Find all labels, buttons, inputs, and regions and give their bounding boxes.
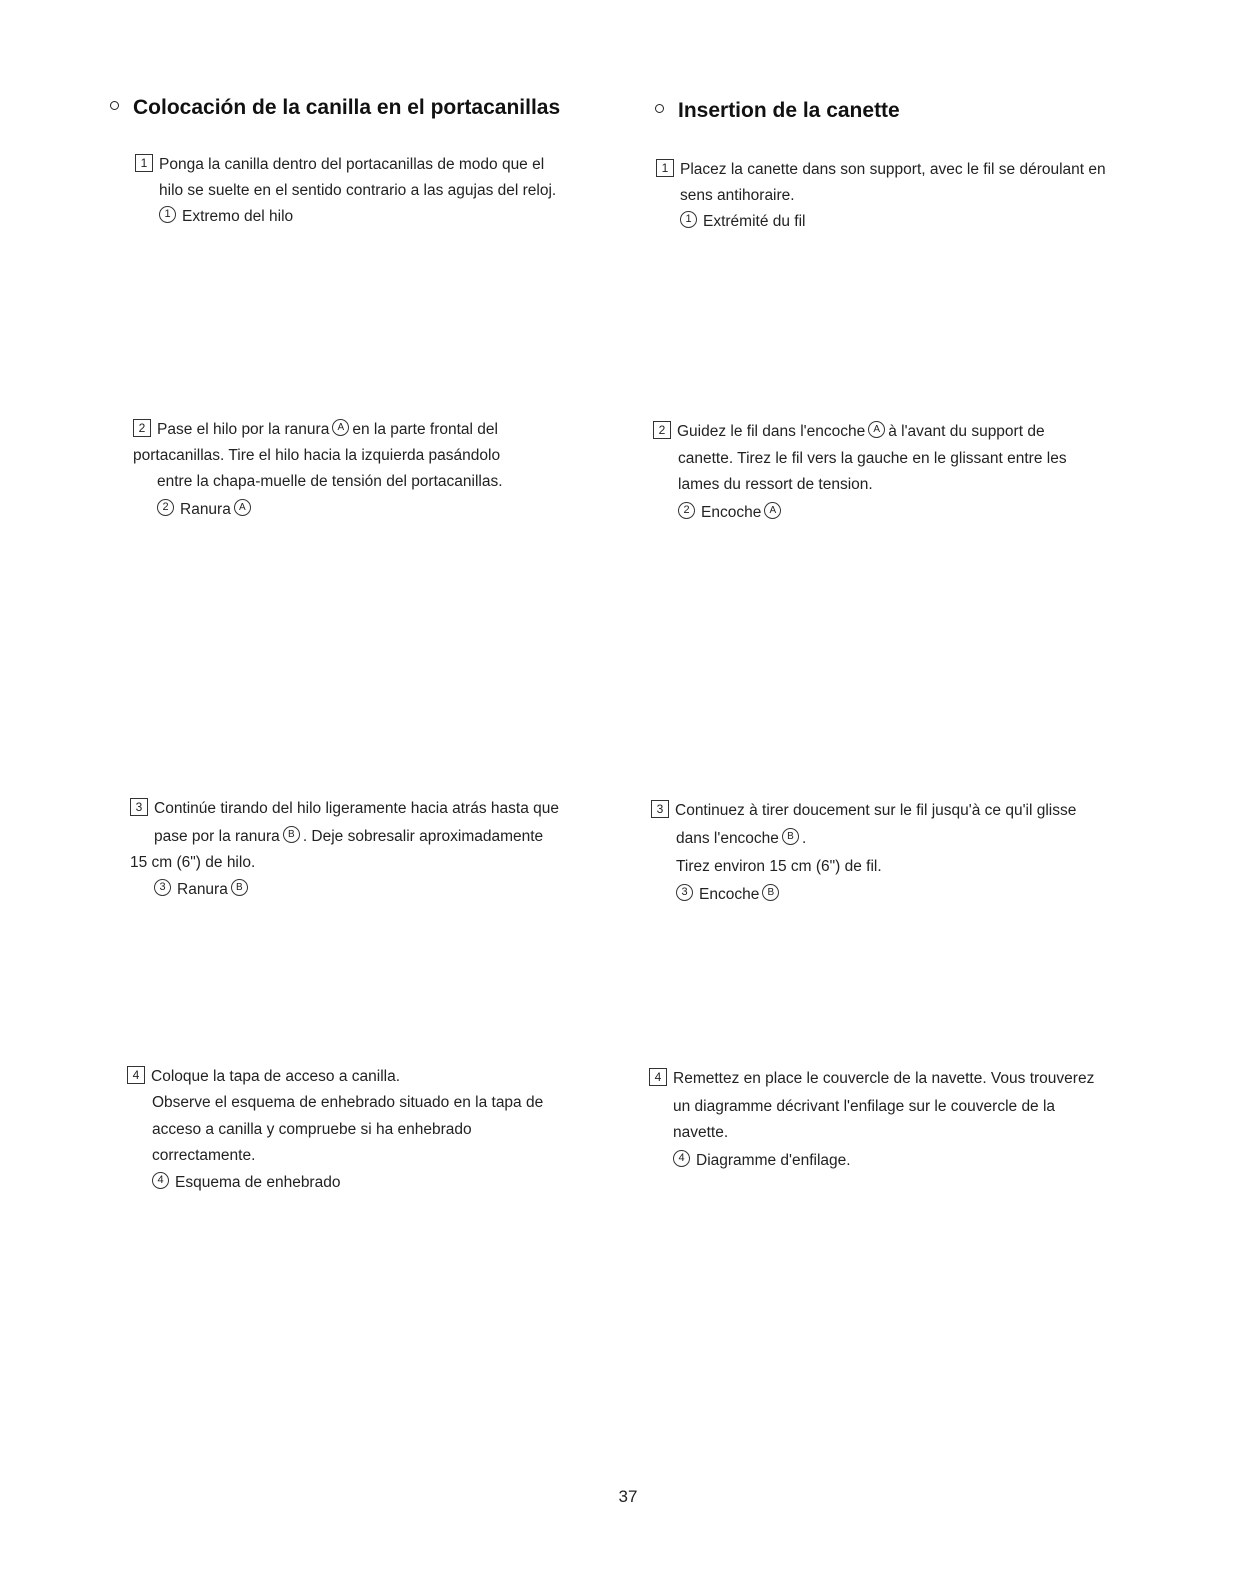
left-step2-line1a: Pase el hilo por la ranura	[157, 421, 330, 438]
callout-letter-b: B	[231, 879, 248, 896]
right-step4-line1: Remettez en place le couvercle de la navette. Vous trouverez	[673, 1070, 1095, 1087]
step-number-1: 1	[135, 154, 153, 172]
bullet-icon	[110, 101, 119, 110]
right-step3-line1: Continuez à tirer doucement sur le fil jusqu'à ce qu'il glisse	[675, 802, 1077, 819]
left-step4-line1: Coloque la tapa de acceso a canilla.	[151, 1068, 401, 1085]
left-step2-line2: portacanillas. Tire el hilo hacia la izquierda pasándolo	[133, 447, 501, 464]
left-step4-line2: Observe el esquema de enhebrado situado en la tapa de	[152, 1094, 544, 1111]
left-step3-line2b: . Deje sobresalir aproximadamente	[302, 828, 544, 845]
step-number-4: 4	[127, 1066, 145, 1084]
right-step4-line3: navette.	[673, 1124, 729, 1141]
callout-number-2: 2	[157, 499, 174, 516]
callout-number-1: 1	[680, 211, 697, 228]
right-heading-text: Insertion de la canette	[678, 99, 900, 122]
callout-letter-b: B	[762, 884, 779, 901]
right-step1-line1: Placez la canette dans son support, avec le fil se déroulant en	[680, 161, 1106, 178]
step-number-3: 3	[651, 800, 669, 818]
page-number: 37	[618, 1487, 638, 1506]
callout-letter-a: A	[234, 499, 251, 516]
right-step2-line2: canette. Tirez le fil vers la gauche en le glissant entre les	[678, 450, 1067, 467]
callout-number-2: 2	[678, 502, 695, 519]
left-step3-line1: Continúe tirando del hilo ligeramente hacia atrás hasta que	[154, 800, 559, 817]
left-heading	[110, 95, 560, 121]
left-step3-callout: Ranura	[177, 881, 228, 898]
left-step4-line4: correctamente.	[152, 1147, 256, 1164]
right-step1-callout: Extrémité du fil	[703, 213, 806, 230]
callout-letter-a: A	[764, 502, 781, 519]
step-number-4: 4	[649, 1068, 667, 1086]
left-step2-line1b: en la parte frontal del	[352, 421, 498, 438]
bullet-icon	[655, 104, 664, 113]
left-step4-callout: Esquema de enhebrado	[175, 1174, 341, 1191]
right-step2-callout: Encoche	[701, 504, 762, 521]
left-step3-line2a: pase por la ranura	[154, 828, 280, 845]
callout-number-4: 4	[673, 1150, 690, 1167]
left-heading-text: Colocación de la canilla en el portacanillas	[133, 96, 561, 119]
right-step2-line1a: Guidez le fil dans l'encoche	[677, 423, 866, 440]
step-number-1: 1	[656, 159, 674, 177]
callout-letter-b: B	[782, 828, 799, 845]
callout-number-1: 1	[159, 206, 176, 223]
callout-number-3: 3	[154, 879, 171, 896]
right-step4-line2: un diagramme décrivant l'enfilage sur le couvercle de la	[673, 1098, 1056, 1115]
right-step3-line2b: .	[801, 830, 807, 847]
left-step3-line3: 15 cm (6") de hilo.	[130, 854, 256, 871]
right-step2-line3: lames du ressort de tension.	[678, 476, 873, 493]
right-step1-line2: sens antihoraire.	[680, 187, 795, 204]
callout-number-4: 4	[152, 1172, 169, 1189]
right-step3-line2a: dans l'encoche	[676, 830, 779, 847]
left-step1-line2: hilo se suelte en el sentido contrario a las agujas del reloj.	[159, 182, 557, 199]
right-step2-line1b: à l'avant du support de	[888, 423, 1045, 440]
callout-letter-b: B	[283, 826, 300, 843]
callout-number-3: 3	[676, 884, 693, 901]
callout-letter-a: A	[868, 421, 885, 438]
right-step3-line3: Tirez environ 15 cm (6") de fil.	[676, 858, 882, 875]
right-step4-callout: Diagramme d'enfilage.	[696, 1152, 851, 1169]
left-step4-line3: acceso a canilla y compruebe si ha enhebrado	[152, 1121, 472, 1138]
left-step2-callout: Ranura	[180, 501, 231, 518]
step-number-3: 3	[130, 798, 148, 816]
step-number-2: 2	[133, 419, 151, 437]
left-step2-line3: entre la chapa-muelle de tensión del portacanillas.	[157, 473, 503, 490]
left-step1-line1: Ponga la canilla dentro del portacanillas de modo que el	[159, 156, 545, 173]
step-number-2: 2	[653, 421, 671, 439]
right-heading	[655, 98, 900, 124]
left-step1-callout: Extremo del hilo	[182, 208, 294, 225]
right-step3-callout: Encoche	[699, 886, 760, 903]
callout-letter-a: A	[332, 419, 349, 436]
